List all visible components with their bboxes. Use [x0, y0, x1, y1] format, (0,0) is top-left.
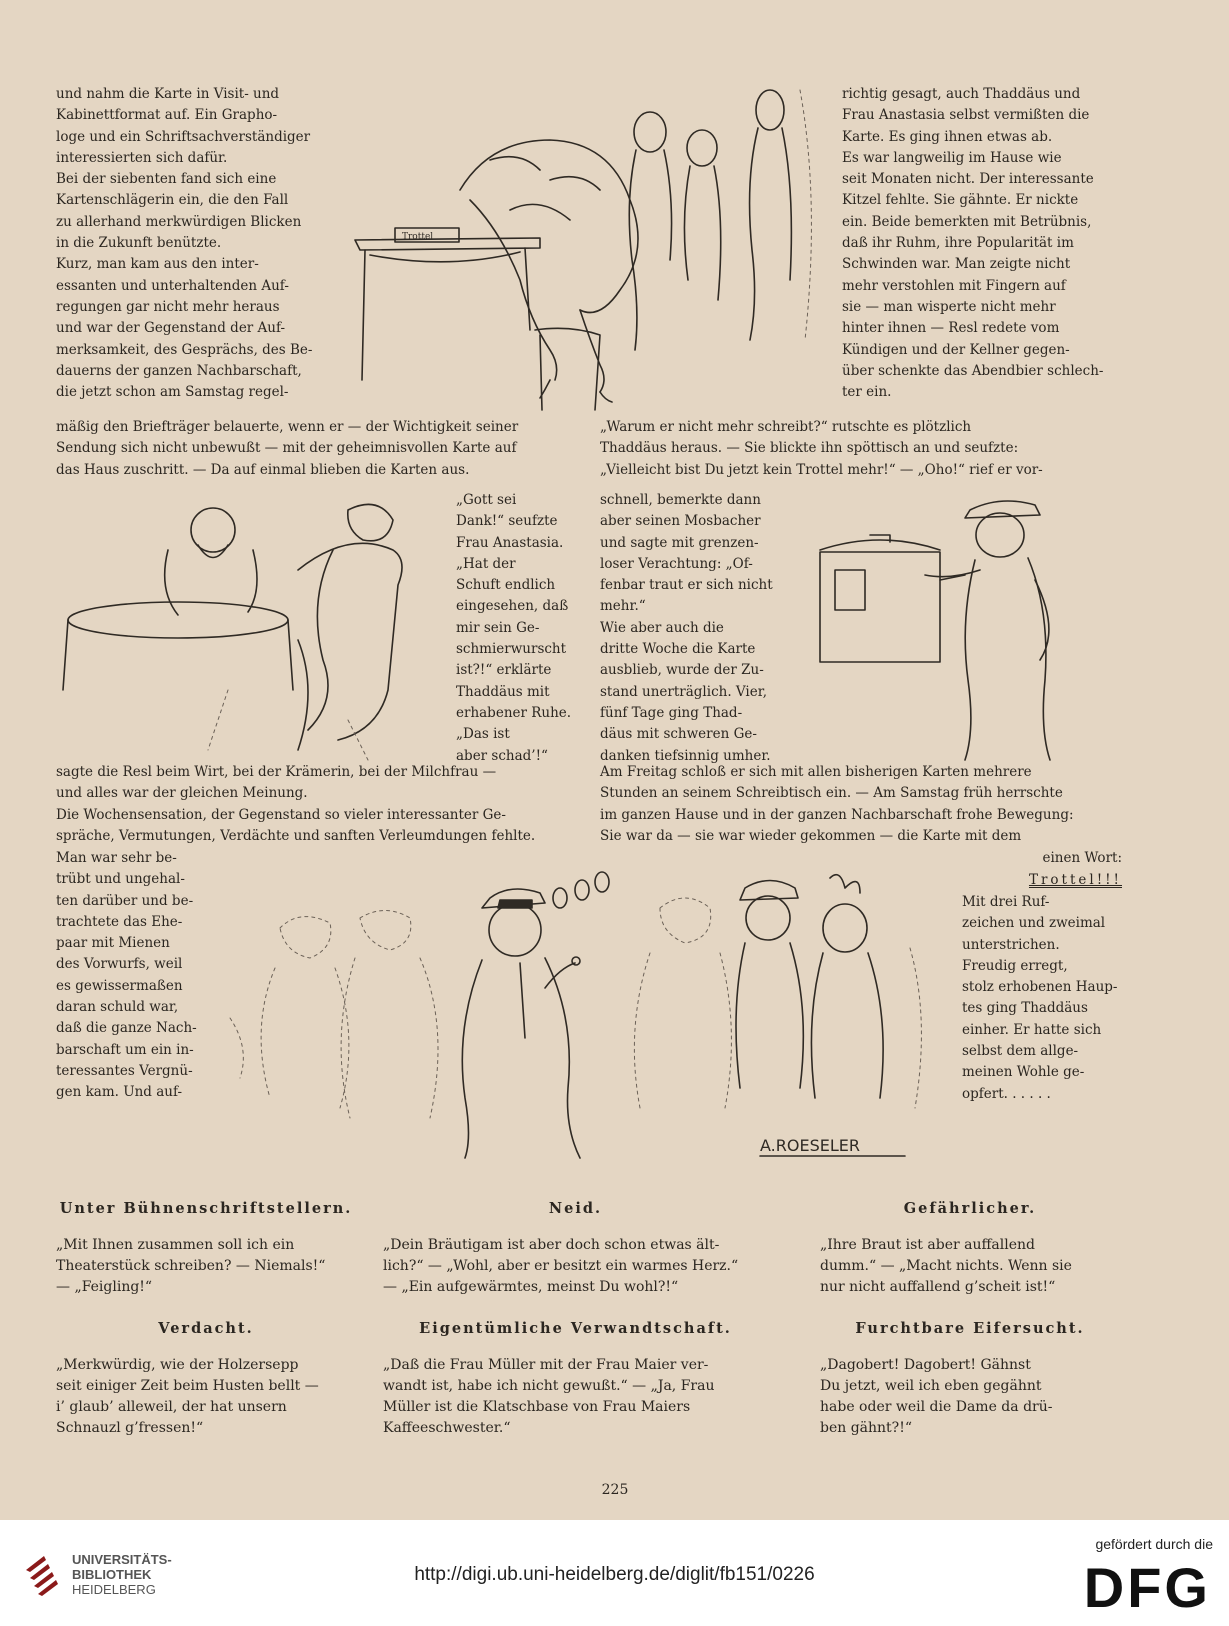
text-line: habe oder weil die Dame da drü- [820, 1399, 1053, 1415]
permalink-url[interactable]: http://digi.ub.uni-heidelberg.de/diglit/fb151/0226 [414, 1564, 815, 1585]
text-line: dritte Woche die Karte [600, 641, 756, 658]
svg-text:Trottel: Trottel [402, 232, 434, 242]
text-line: ausblieb, wurde der Zu- [600, 662, 764, 679]
text-line: „Hat der [456, 555, 516, 572]
text-line: Schnauzl g’fressen!“ [56, 1420, 204, 1436]
story-right-lower [600, 762, 1122, 847]
text-line: Kündigen und der Kellner gegen- [842, 341, 1070, 358]
text-line: mir sein Ge- [456, 619, 540, 636]
joke-title-1: Unter Bühnenschriftstellern. [59, 1200, 353, 1217]
story-column-bottom-right [962, 892, 1122, 1105]
story-dialogue-right [600, 490, 781, 767]
text-line: Frau Anastasia selbst vermißten die [842, 107, 1090, 124]
text-line: mäßig den Briefträger belauerte, wenn er — der Wichtigkeit seiner [56, 419, 519, 435]
text-line: mehr.“ [600, 598, 646, 615]
text-line: Karte. Es ging ihnen etwas ab. [842, 128, 1053, 145]
text-line: „Vielleicht bist Du jetzt kein Trottel mehr!“ — „Oho!“ rief er vor- [600, 461, 1043, 478]
joke-title-2: Neid. [548, 1200, 603, 1217]
text-line: „Dagobert! Dagobert! Gähnst [820, 1357, 1031, 1373]
text-line: teressantes Vergnü- [56, 1062, 193, 1079]
text-line: Stunden an seinem Schreibtisch ein. — Am Samstag früh herrschte [600, 785, 1063, 802]
text-line: regungen gar nicht mehr heraus [56, 298, 280, 315]
story-left-middle [56, 417, 575, 481]
text-line: lich?“ — „Wohl, aber er besitzt ein warmes Herz.“ [383, 1258, 739, 1274]
text-line: daß die ganze Nach- [56, 1020, 197, 1037]
text-line: „Das ist [456, 726, 510, 743]
text-line: erhabener Ruhe. [456, 704, 572, 721]
text-line: Dank!“ seufzte [456, 513, 558, 530]
text-line: Man war sehr be- [56, 850, 177, 866]
text-line: und alles war der gleichen Meinung. [56, 785, 308, 802]
illustration-man-with-pot [800, 490, 1130, 770]
text-line: gen kam. Und auf- [56, 1084, 183, 1101]
text-line: i’ glaub’ alleweil, der hat unsern [56, 1399, 287, 1415]
text-line: über schenkte das Abendbier schlech- [842, 362, 1104, 379]
text-line: ten darüber und be- [56, 892, 194, 909]
text-line: tes ging Thaddäus [962, 1000, 1088, 1017]
text-line: dauerns der ganzen Nachbarschaft, [56, 362, 302, 379]
viewer-footer [0, 1520, 1229, 1626]
text-line: „Gott sei [456, 492, 517, 508]
text-line: richtig gesagt, auch Thaddäus und [842, 86, 1081, 102]
text-line: mehr verstohlen mit Fingern auf [842, 277, 1066, 294]
text-line: sie — man wisperte nicht mehr [842, 298, 1056, 315]
page-number: 225 [601, 1482, 629, 1498]
text-line: loser Verachtung: „Of- [600, 555, 753, 572]
text-line: dumm.“ — „Macht nichts. Wenn sie [820, 1258, 1072, 1274]
text-line: zu allerhand merkwürdigen Blicken [56, 213, 302, 230]
text-line: Es war langweilig im Hause wie [842, 149, 1062, 166]
illustration-group-of-men [220, 868, 950, 1168]
text-line: „Ihre Braut ist aber auffallend [820, 1237, 1035, 1253]
text-line: daß ihr Ruhm, ihre Popularität im [842, 235, 1074, 252]
text-line: Freudig erregt, [962, 957, 1068, 974]
text-line: daran schuld war, [56, 999, 179, 1016]
text-line: Kurz, man kam aus den inter- [56, 256, 259, 273]
joke-text-3 [820, 1235, 1120, 1298]
text-line: Schwinden war. Man zeigte nicht [842, 256, 1071, 273]
text-line: seit einiger Zeit beim Husten bellt — [56, 1378, 319, 1394]
story-left-lower [56, 762, 575, 847]
story-right-middle [600, 417, 1122, 481]
text-line: merksamkeit, des Gesprächs, des Be- [56, 341, 313, 358]
text-line: Müller ist die Klatschbase von Frau Maiers [383, 1399, 691, 1415]
joke-title-3: Gefährlicher. [903, 1200, 1037, 1217]
text-line: im ganzen Hause und in der ganzen Nachbarschaft frohe Bewegung: [600, 806, 1074, 823]
text-line: Am Freitag schloß er sich mit allen bisherigen Karten mehrere [600, 764, 1032, 780]
text-line: essanten und unterhaltenden Auf- [56, 277, 289, 294]
text-line: schmierwurscht [456, 641, 567, 658]
text-line: „Merkwürdig, wie der Holzersepp [56, 1357, 299, 1373]
text-line: eingesehen, daß [456, 598, 569, 615]
text-line: und war der Gegenstand der Auf- [56, 320, 286, 337]
text-line: Schuft endlich [456, 577, 556, 594]
text-line: Kitzel fehlte. Sie gähnte. Er nickte [842, 192, 1079, 209]
joke-title-4: Verdacht. [158, 1320, 254, 1337]
text-line: Du jetzt, weil ich eben gegähnt [820, 1378, 1042, 1394]
text-line: wandt ist, habe ich nicht gewußt.“ — „Ja, Frau [383, 1378, 715, 1394]
text-line: Kaffeeschwester.“ [383, 1420, 511, 1436]
text-line: ben gähnt?!“ [820, 1420, 912, 1436]
text-line: unterstrichen. [962, 936, 1060, 953]
text-line: aber schad’!“ [456, 747, 548, 764]
text-line: des Vorwurfs, weil [56, 956, 183, 973]
text-line: loge und ein Schriftsachverständiger [56, 128, 311, 145]
story-einen-wort: einen Wort: [1042, 850, 1122, 866]
artist-signature: A.ROESELER [760, 1136, 860, 1155]
text-line: barschaft um ein in- [56, 1041, 194, 1058]
library-name-line-1: UNIVERSITÄTS- [72, 1552, 172, 1567]
text-line: ist?!“ erklärte [456, 662, 552, 679]
text-line: die jetzt schon am Samstag regel- [56, 384, 289, 401]
text-line: zeichen und zweimal [962, 915, 1106, 932]
text-line: Wie aber auch die [600, 619, 724, 636]
text-line: und sagte mit grenzen- [600, 534, 759, 551]
text-line: interessierten sich dafür. [56, 149, 228, 166]
text-line: Frau Anastasia. [456, 534, 564, 551]
text-line: selbst dem allge- [962, 1043, 1079, 1060]
joke-text-6 [820, 1355, 1120, 1439]
text-line: paar mit Mienen [56, 935, 170, 952]
text-line: Kartenschlägerin ein, die den Fall [56, 192, 289, 209]
text-line: — „Feigling!“ [56, 1279, 153, 1295]
story-column-bottom-left [56, 848, 206, 1104]
text-line: Thaddäus heraus. — Sie blickte ihn spöttisch an und seufzte: [600, 440, 1019, 457]
text-line: und nahm die Karte in Visit- und [56, 86, 280, 102]
story-trottel-word: Trottel!!! [1028, 872, 1122, 888]
joke-title-5: Eigentümliche Verwandtschaft. [419, 1320, 732, 1337]
text-line: spräche, Vermutungen, Verdächte und sanften Verleumdungen fehlte. [56, 827, 536, 844]
text-line: — „Ein aufgewärmtes, meinst Du wohl?!“ [383, 1279, 679, 1295]
joke-title-6: Furchtbare Eifersucht. [855, 1320, 1085, 1337]
text-line: sagte die Resl beim Wirt, bei der Krämerin, bei der Milchfrau — [56, 764, 497, 780]
text-line: es gewissermaßen [56, 977, 183, 994]
joke-text-1 [56, 1235, 356, 1298]
text-line: das Haus zuschritt. — Da auf einmal blieben die Karten aus. [56, 461, 470, 478]
text-line: seit Monaten nicht. Der interessante [842, 171, 1094, 188]
text-line: „Mit Ihnen zusammen soll ich ein [56, 1237, 295, 1253]
library-name-line-2: BIBLIOTHEK [72, 1567, 152, 1582]
text-line: Kabinettformat auf. Ein Grapho- [56, 107, 278, 124]
text-line: nur nicht auffallend g’scheit ist!“ [820, 1279, 1056, 1295]
text-line: „Warum er nicht mehr schreibt?“ rutschte es plötzlich [600, 419, 972, 435]
text-line: Sendung sich nicht unbewußt — mit der geheimnisvollen Karte auf [56, 440, 517, 457]
story-column-left-top [56, 84, 334, 403]
text-line: opfert. . . . . . [962, 1085, 1051, 1102]
text-line: ein. Beide bemerkten mit Betrübnis, [842, 213, 1092, 230]
joke-text-4 [56, 1355, 356, 1439]
story-column-right-top [842, 84, 1122, 403]
text-line: trübt und ungehal- [56, 871, 185, 888]
text-line: fünf Tage ging Thad- [600, 704, 743, 721]
text-line: stolz erhobenen Haup- [962, 979, 1118, 996]
text-line: schnell, bemerkte dann [600, 492, 761, 508]
text-line: einher. Er hatte sich [962, 1021, 1102, 1038]
joke-text-2 [383, 1235, 768, 1298]
text-line: däus mit schweren Ge- [600, 726, 757, 743]
joke-text-5 [383, 1355, 768, 1439]
sponsor-caption: gefördert durch die [1095, 1536, 1213, 1552]
illustration-couple-armchair [48, 490, 428, 760]
text-line: stand unerträglich. Vier, [600, 683, 767, 700]
text-line: meinen Wohle ge- [962, 1064, 1085, 1081]
text-line: trachtete das Ehe- [56, 913, 183, 930]
text-line: aber seinen Mosbacher [600, 513, 761, 530]
text-line: „Daß die Frau Müller mit der Frau Maier ver- [383, 1357, 709, 1373]
text-line: danken tiefsinnig umher. [600, 747, 771, 764]
text-line: Die Wochensensation, der Gegenstand so vieler interessanter Ge- [56, 806, 506, 823]
text-line: Sie war da — sie war wieder gekommen — die Karte mit dem [600, 827, 1022, 844]
text-line: Mit drei Ruf- [962, 894, 1050, 910]
text-line: fenbar traut er sich nicht [600, 577, 773, 594]
text-line: in die Zukunft benützte. [56, 235, 222, 252]
text-line: Bei der siebenten fand sich eine [56, 171, 277, 188]
text-line: hinter ihnen — Resl redete vom [842, 320, 1060, 337]
text-line: Theaterstück schreiben? — Niemals!“ [56, 1258, 326, 1274]
story-dialogue-left [456, 490, 577, 767]
text-line: „Dein Bräutigam ist aber doch schon etwas ält- [383, 1237, 720, 1253]
text-line: ter ein. [842, 384, 892, 401]
library-name-line-3: HEIDELBERG [72, 1582, 156, 1597]
illustration-desk-scene [350, 80, 830, 410]
dfg-logo[interactable]: DFG [1083, 1556, 1211, 1619]
text-line: Thaddäus mit [456, 683, 550, 700]
